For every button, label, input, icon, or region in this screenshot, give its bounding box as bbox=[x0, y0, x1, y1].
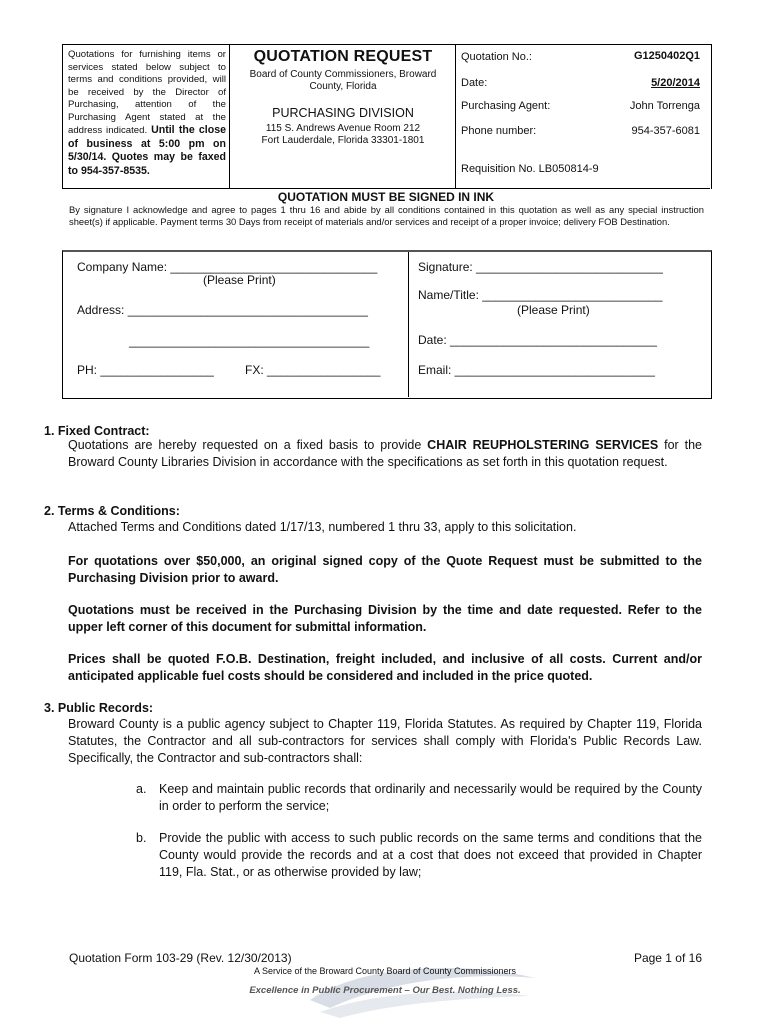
signature-field[interactable]: Signature: ____________________________ bbox=[418, 260, 663, 274]
date-value: 5/20/2014 bbox=[651, 77, 700, 89]
date-label: Date: bbox=[461, 77, 488, 89]
procurement-tagline: Excellence in Public Procurement – Our Best. Nothing Less. bbox=[249, 985, 521, 996]
section-1-heading: 1. Fixed Contract: bbox=[44, 424, 150, 438]
section-2-heading: 2. Terms & Conditions: bbox=[44, 504, 180, 518]
header-bottom-rule bbox=[62, 188, 710, 189]
submittal-paragraph: Quotations must be received in the Purchasing Division by the time and date requested. Refer to the upper left corner of this document for submittal information. bbox=[68, 603, 702, 634]
instructions-text: Quotations for furnishing items or services stated below subject to terms and conditions provided, will be received by the Director of Purchasing, attention of the Purchasing Agent stated at the address indicated. bbox=[68, 49, 226, 136]
service-name: CHAIR REUPHOLSTERING SERVICES bbox=[427, 438, 659, 452]
address-field[interactable]: Address: ____________________________________ bbox=[77, 303, 368, 317]
page-number: Page 1 of 16 bbox=[633, 951, 702, 965]
header-divider bbox=[455, 44, 456, 188]
pricing-paragraph: Prices shall be quoted F.O.B. Destination, freight included, and inclusive of all costs. Current and/or anticipated applicable fuel costs should be considered and included in the price quoted. bbox=[68, 652, 702, 683]
address-line-1: 115 S. Andrews Avenue Room 212 bbox=[265, 123, 421, 134]
signing-heading: QUOTATION MUST BE SIGNED IN INK bbox=[277, 190, 495, 204]
address-line-2-field[interactable]: ____________________________________ bbox=[129, 334, 370, 348]
signed-copy-paragraph: For quotations over $50,000, an original signed copy of the Quote Request must be submitted to the Purchasing Division prior to award. bbox=[68, 554, 702, 585]
section-3-heading: 3. Public Records: bbox=[44, 701, 154, 715]
service-statement: A Service of the Broward County Board of County Commissioners bbox=[253, 966, 517, 976]
deadline-text: Until the close of business at 5:00 pm on 5/30/14. Quotes may be faxed to 954-357-8535. bbox=[68, 124, 227, 177]
page-title: QUOTATION REQUEST bbox=[253, 48, 433, 65]
please-print-note: (Please Print) bbox=[517, 303, 590, 317]
vendor-box-divider bbox=[408, 252, 409, 397]
name-title-field[interactable]: Name/Title: ___________________________ bbox=[418, 288, 663, 302]
submission-instructions bbox=[68, 49, 226, 178]
company-name-field[interactable]: Company Name: _______________________________ bbox=[77, 260, 378, 274]
quotation-no-value: G1250402Q1 bbox=[633, 50, 700, 62]
section-1-text bbox=[68, 437, 702, 471]
division-address bbox=[232, 123, 454, 147]
date-field[interactable]: Date: _______________________________ bbox=[418, 333, 657, 347]
email-field[interactable]: Email: ______________________________ bbox=[418, 363, 655, 377]
board-name: Board of County Commissioners, Broward County, Florida bbox=[249, 69, 437, 92]
requisition-number: Requisition No. LB050814-9 bbox=[461, 163, 599, 175]
records-item-b: Provide the public with access to such public records on the same terms and conditions that the County would provide the records and at a cost that does not exceed that provided in Chapter 119, Fla. Stat., or as otherwise provided by law; bbox=[159, 831, 702, 879]
please-print-note: (Please Print) bbox=[203, 273, 276, 287]
header-divider bbox=[229, 44, 230, 188]
fax-field[interactable]: FX: _________________ bbox=[245, 363, 381, 377]
terms-paragraph: Attached Terms and Conditions dated 1/17/13, numbered 1 thru 33, apply to this solicitation. bbox=[68, 520, 577, 534]
public-records-paragraph: Broward County is a public agency subject to Chapter 119, Florida Statutes. As required by Chapter 119, Florida Statutes, the Contractor and all sub-contractors for services shall comply with Florida's Public Records Law. Specifically, the Contractor and sub-contractors shall: bbox=[68, 717, 702, 765]
purchasing-agent-value: John Torrenga bbox=[629, 100, 700, 112]
section-1-text-end: for the Broward County Libraries Division in accordance with the specifications as set forth in this quotation request. bbox=[68, 438, 702, 469]
phone-value: 954-357-6081 bbox=[631, 125, 700, 137]
list-marker: b. bbox=[136, 831, 147, 845]
address-line-2: Fort Lauderdale, Florida 33301-1801 bbox=[261, 135, 425, 146]
phone-label: Phone number: bbox=[461, 125, 537, 137]
signing-terms: By signature I acknowledge and agree to pages 1 thru 16 and abide by all conditions contained in this quotation as well as any special instruction sheet(s) if applicable. Payment terms 30 Days from receipt of materials and/or services and receipt of a proper invoice; delivery FOB Destination. bbox=[69, 204, 704, 228]
section-1-text-start: Quotations are hereby requested on a fixed basis to provide bbox=[68, 438, 428, 452]
phone-field[interactable]: PH: _________________ bbox=[77, 363, 214, 377]
purchasing-agent-label: Purchasing Agent: bbox=[461, 100, 551, 112]
division-name: PURCHASING DIVISION bbox=[272, 106, 414, 120]
records-item-a: Keep and maintain public records that ordinarily and necessarily would be required by the County in order to perform the service; bbox=[159, 782, 702, 813]
form-number: Quotation Form 103-29 (Rev. 12/30/2013) bbox=[69, 951, 292, 965]
list-marker: a. bbox=[136, 782, 147, 796]
quotation-no-label: Quotation No.: bbox=[461, 51, 532, 63]
